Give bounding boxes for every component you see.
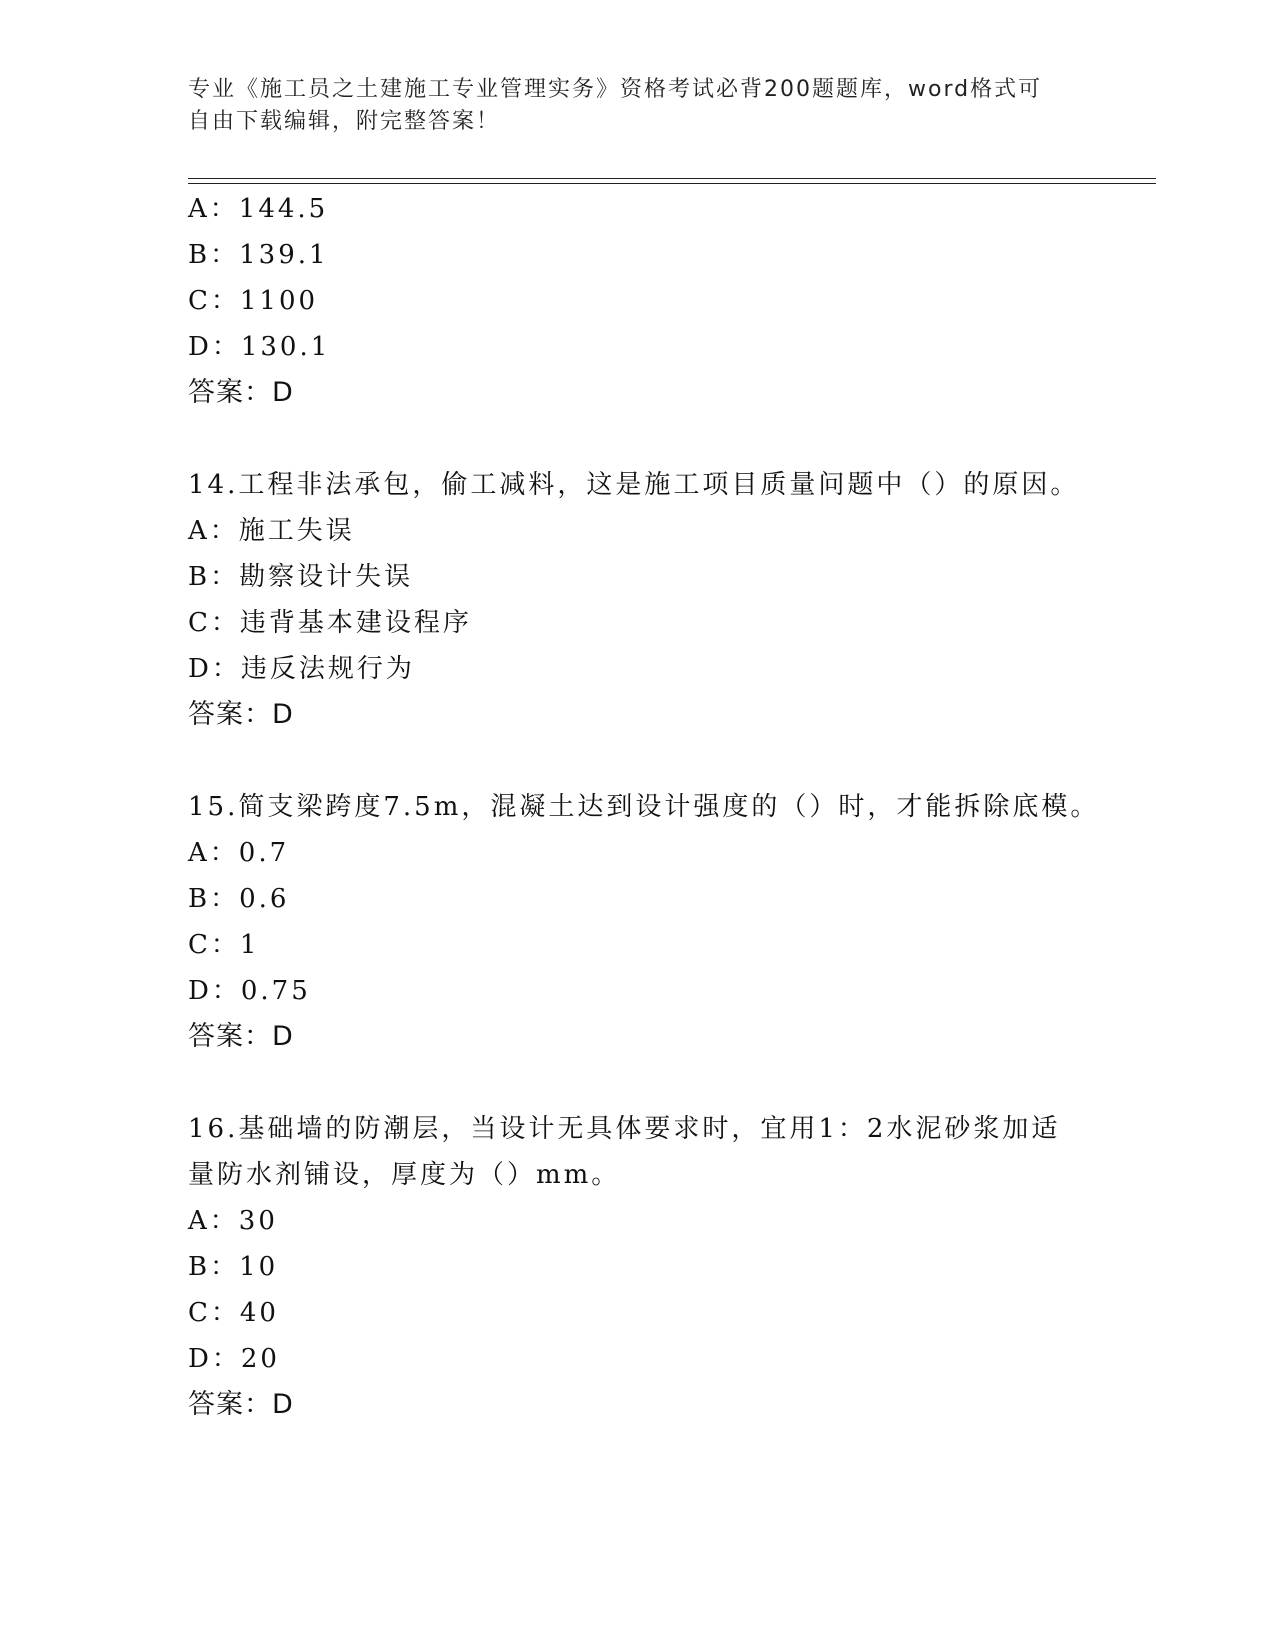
question-stem: 15.简支梁跨度7.5m，混凝土达到设计强度的（）时，才能拆除底模。 (188, 792, 1100, 822)
option-a: A：施工失误 (188, 516, 355, 546)
option-b: B：勘察设计失误 (188, 562, 414, 592)
header-divider-top (188, 178, 1156, 179)
answer-line: 答案：D (188, 699, 294, 730)
option-d: D：0.75 (188, 976, 311, 1006)
option-b: B：139.1 (188, 240, 329, 270)
answer-line: 答案：D (188, 377, 294, 408)
document-header (188, 74, 1088, 138)
header-line-1: 专业《施工员之土建施工专业管理实务》资格考试必背200题题库，word格式可 (188, 77, 1043, 102)
question-16 (188, 1114, 1148, 1420)
question-15 (188, 792, 1148, 1052)
header-line-2: 自由下载编辑，附完整答案！ (188, 109, 501, 134)
answer-line: 答案：D (188, 1021, 294, 1052)
question-stem-line-2: 量防水剂铺设，厚度为（）mm。 (188, 1160, 621, 1190)
option-a: A：30 (188, 1206, 278, 1236)
option-c: C：违背基本建设程序 (188, 608, 472, 638)
spacer (188, 1052, 1148, 1098)
question-stem: 14.工程非法承包，偷工减料，这是施工项目质量问题中（）的原因。 (188, 470, 1080, 500)
question-13-options (188, 194, 1148, 408)
question-stem-line-1: 16.基础墙的防潮层，当设计无具体要求时，宜用1：2水泥砂浆加适 (188, 1114, 1061, 1144)
spacer (188, 408, 1148, 454)
option-b: B：0.6 (188, 884, 290, 914)
option-d: D：130.1 (188, 332, 331, 362)
spacer (188, 730, 1148, 776)
option-a: A：0.7 (188, 838, 290, 868)
option-a: A：144.5 (188, 194, 329, 224)
option-d: D：违反法规行为 (188, 654, 415, 684)
option-d: D：20 (188, 1344, 280, 1374)
header-divider-bottom (188, 183, 1156, 184)
answer-line: 答案：D (188, 1389, 294, 1420)
option-b: B：10 (188, 1252, 279, 1282)
question-list (188, 188, 1148, 1420)
option-c: C：40 (188, 1298, 279, 1328)
question-14 (188, 470, 1148, 730)
option-c: C：1 (188, 930, 260, 960)
option-c: C：1100 (188, 286, 319, 316)
